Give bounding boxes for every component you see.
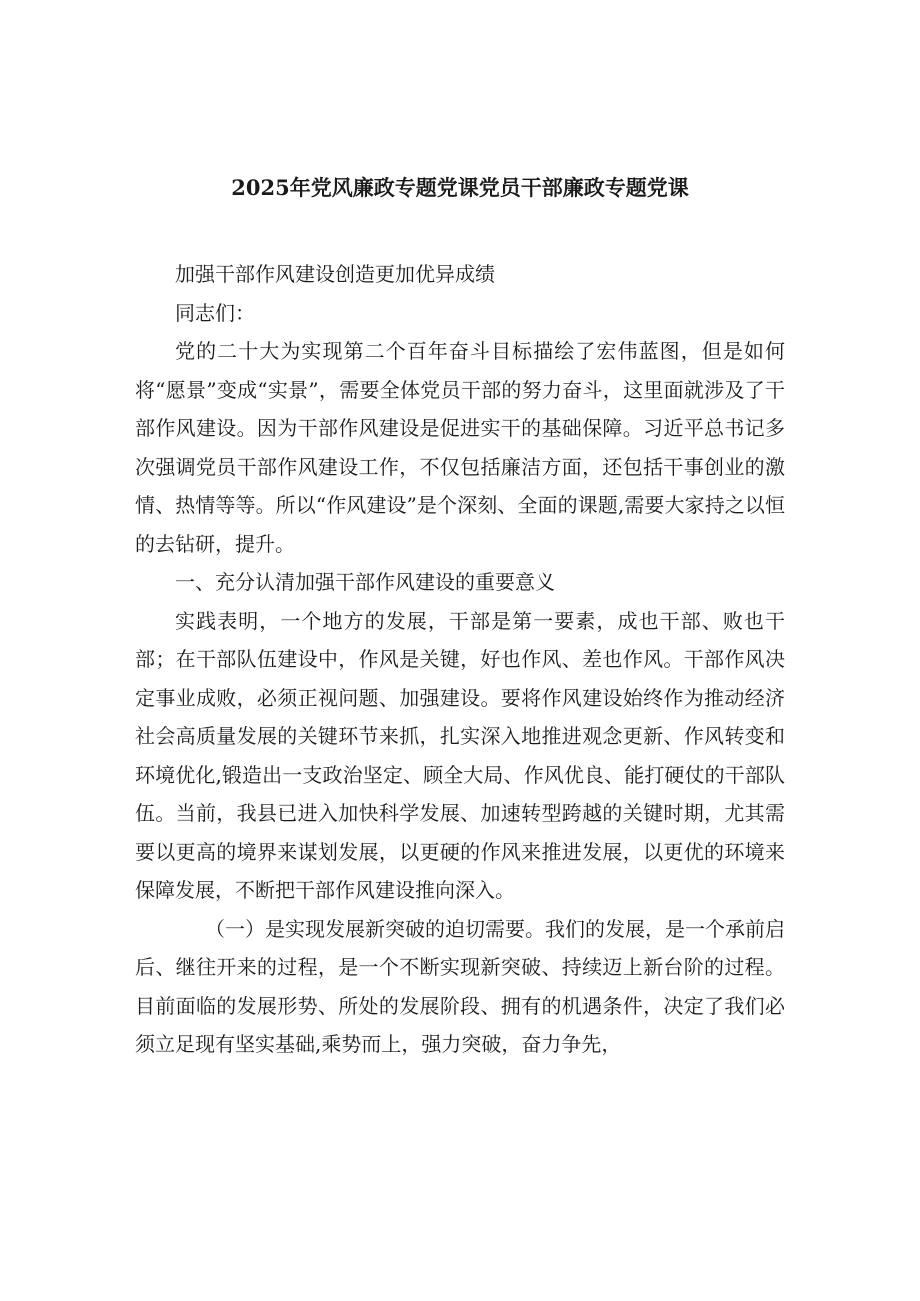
paragraph-intro: 党的二十大为实现第二个百年奋斗目标描绘了宏伟蓝图，但是如何将“愿景”变成“实景”，需要全体党员干部的努力奋斗，这里面就涉及了干部作风建设。因为干部作风建设是促进实干的基础保障。习近平总书记多次强调党员干部作风建设工作，不仅包括廉洁方面，还包括干事创业的激情、热情等等。所以“作风建设”是个深刻、全面的课题,需要大家持之以恒的去钻研，提升。 (135, 339, 785, 556)
document-subtitle: 加强干部作风建设创造更加优异成绩 (175, 262, 495, 286)
document-body (135, 255, 785, 1064)
section-heading-1: 一、充分认清加强干部作风建设的重要意义 (175, 570, 555, 594)
salutation: 同志们： (175, 300, 255, 325)
document-title: 2025年党风廉政专题党课党员干部廉政专题党课 (231, 175, 689, 200)
paragraph-practice: 实践表明，一个地方的发展，干部是第一要素，成也干部、败也干部；在干部队伍建设中，作风是关键，好也作风、差也作风。干部作风决定事业成败，必须正视问题、加强建设。要将作风建设始终作为推动经济社会高质量发展的关键环节来抓，扎实深入地推进观念更新、作风转变和环境优化,锻造出一支政治坚定、顾全大局、作风优良、能打硬仗的干部队伍。当前，我县已进入加快科学发展、加速转型跨越的关键时期，尤其需要以更高的境界来谋划发展，以更硬的作风来推进发展，以更优的环境来保障发展，不断把干部作风建设推向深入。 (135, 608, 785, 902)
paragraph-subsection-1: （一）是实现发展新突破的迫切需要。我们的发展，是一个承前启后、继往开来的过程，是一个不断实现新突破、持续迈上新台阶的过程。目前面临的发展形势、所处的发展阶段、拥有的机遇条件，决定了我们必须立足现有坚实基础,乘势而上，强力突破，奋力争先， (135, 916, 785, 1056)
